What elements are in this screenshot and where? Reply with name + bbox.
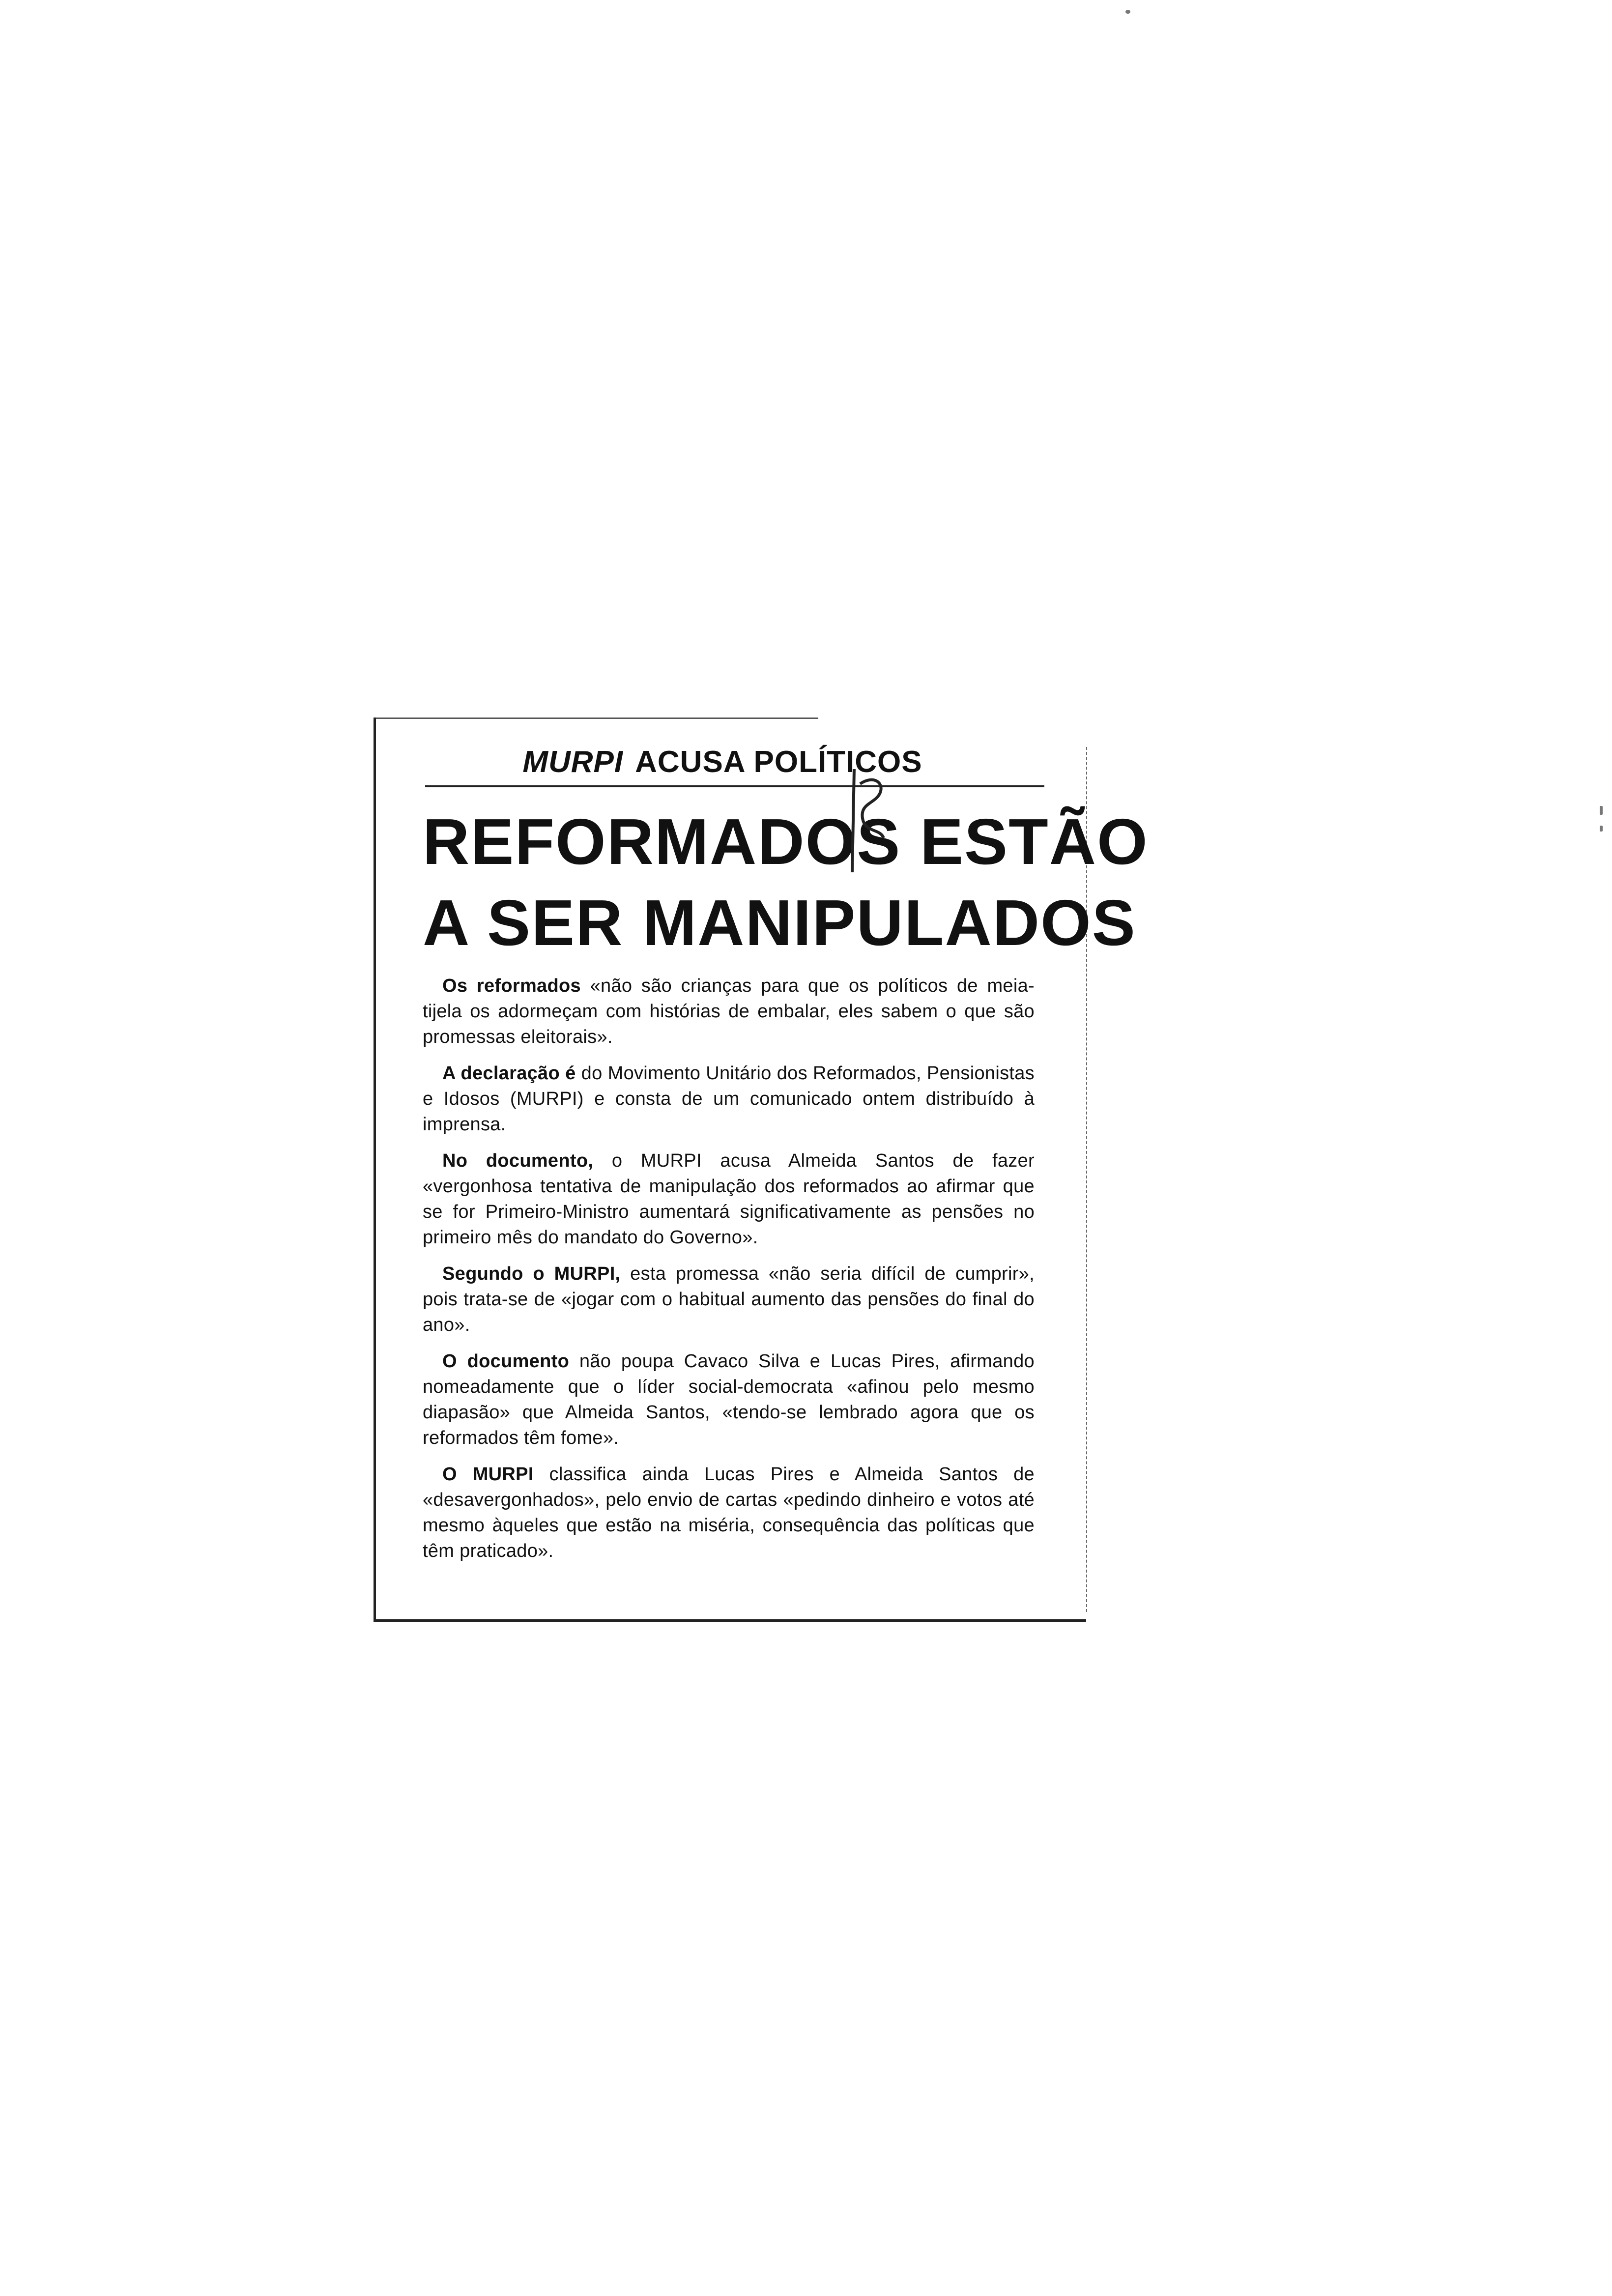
article-body — [423, 973, 1035, 1575]
scan-speck — [1600, 806, 1603, 815]
clipping-top-edge — [376, 718, 818, 719]
article-headline — [423, 801, 1149, 963]
handwritten-annotation — [845, 764, 890, 877]
paragraph: Segundo o MURPI, esta promessa «não seria difícil de cumprir», pois trata-se de «jogar com o habitual aumento das pensões do final do ano». — [423, 1263, 1035, 1335]
article-kicker — [415, 747, 1030, 777]
newspaper-clipping — [374, 718, 1149, 1622]
paragraph: O documento não poupa Cavaco Silva e Lucas Pires, afirmando nomeadamente que o líder social-democrata «afinou pelo mesmo diapasão» que Almeida Santos, «tendo-se lembrado agora que os reformados têm fome». — [423, 1351, 1035, 1448]
kicker-rule — [425, 785, 1044, 787]
scan-speck — [1600, 826, 1603, 832]
paragraph: A declaração é do Movimento Unitário dos Reformados, Pensionistas e Idosos (MURPI) e consta de um comunicado ontem distribuído à imprensa. — [423, 1063, 1035, 1135]
paragraph: No documento, o MURPI acusa Almeida Santos de fazer «vergonhosa tentativa de manipulação dos reformados ao afirmar que se for Primeiro-Ministro aumentará significativamente as pensões no primeiro mês do mandato do Governo». — [423, 1150, 1035, 1248]
kicker-brand: MURPI — [522, 745, 624, 779]
scan-speck — [1125, 10, 1130, 14]
paragraph: O MURPI classifica ainda Lucas Pires e Almeida Santos de «desavergonhados», pelo envio de cartas «pedindo dinheiro e votos até mesmo àqueles que estão na miséria, consequência das políticas que têm praticado». — [423, 1464, 1035, 1561]
paragraph: Os reformados «não são crianças para que os políticos de meia-tijela os adormeçam com histórias de embalar, eles sabem o que são promessas eleitorais». — [423, 976, 1035, 1047]
kicker-text: ACUSA POLÍTICOS — [635, 745, 922, 779]
headline-line-2: A SER MANIPULADOS — [423, 887, 1136, 959]
headline-line-1: REFORMADOS ESTÃO — [423, 805, 1149, 878]
